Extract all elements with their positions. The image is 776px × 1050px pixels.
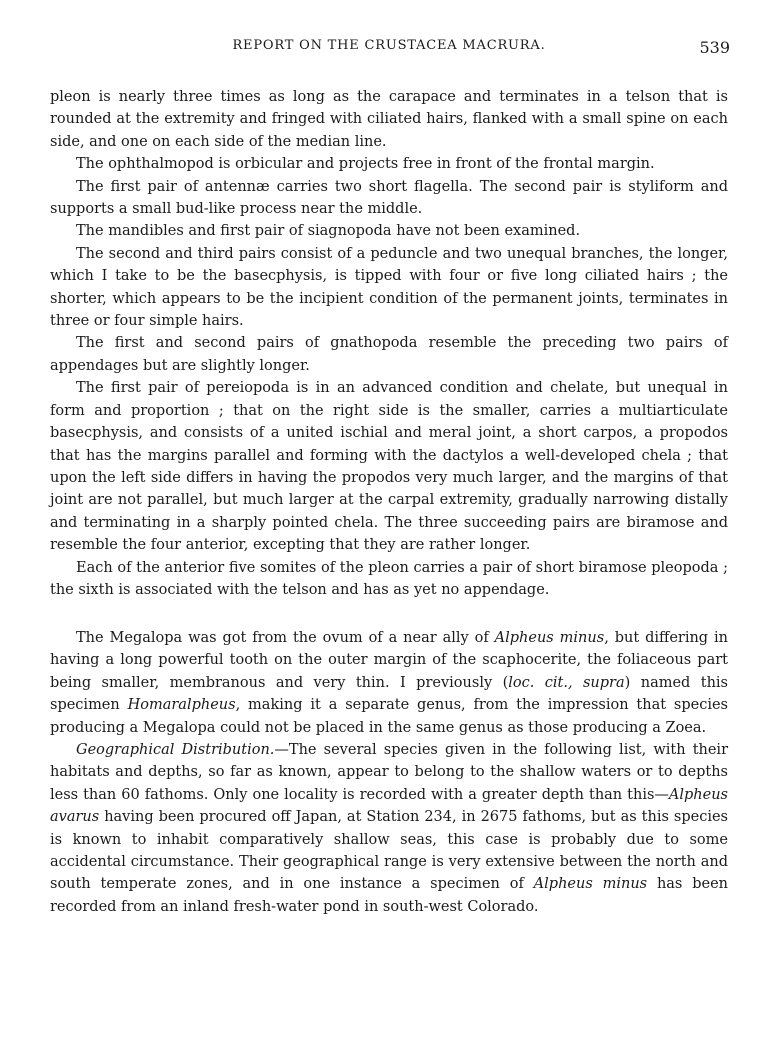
paragraph-ophthalmopod: The ophthalmopod is orbicular and projects free in front of the frontal margin. (76, 156, 655, 173)
paragraph-gnathopoda: The first and second pairs of gnathopoda resemble the preceding two pairs of appendages but are slightly longer. (50, 335, 728, 374)
species-name: Alpheus minus (533, 876, 648, 893)
paragraph-mandibles: The mandibles and first pair of siagnopoda have not been examined. (76, 223, 581, 240)
paragraph-antennae: The first pair of antennæ carries two short flagella. The second pair is styliform and supports a small bud-like process near the middle. (50, 178, 728, 218)
paragraph-megalopa: The Megalopa was got from the ovum of a near ally of Alpheus minus, but differing in having a long powerful tooth on the outer margin of the scaphocerite, the foliaceous part being smaller, membranous and very thin. I previously (loc. cit., supra) named this specimen Homaralpheus, making it a separate genus, from the impression that species producing a Megalopa could not be placed in the same genus as those producing a Zoea. (50, 630, 728, 736)
genus-name: Homaralpheus (127, 697, 236, 714)
section-heading-inline: Geographical Distribution. (76, 742, 275, 759)
body-text-section-1 (50, 86, 728, 601)
body-text-section-2 (50, 627, 728, 918)
page-number: 539 (699, 38, 730, 57)
paragraph-pleon-somites: Each of the anterior five somites of the pleon carries a pair of short biramose pleopoda ; the sixth is associated with the telson and has as yet no appendage. (50, 559, 728, 598)
citation: loc. cit., supra (508, 674, 625, 691)
running-title: REPORT ON THE CRUSTACEA MACRURA. (232, 38, 546, 53)
species-name: Alpheus minus (494, 630, 605, 646)
paragraph-continued: pleon is nearly three times as long as the carapace and terminates in a telson that is rounded at the extremity and fringed with ciliated hairs, flanked with a small spine on each side, and one on each side of the median line. (50, 89, 728, 150)
paragraph-geographical-distribution: Geographical Distribution.—The several species given in the following list, with their habitats and depths, so far as known, appear to belong to the shallow waters or to depths less than 60 fathoms. Only one locality is recorded with a greater depth than this—Alpheus avarus having been procured off Japan, at Station 234, in 2675 fathoms, but as this species is known to inhabit comparatively shallow seas, this case is probably due to some accidental circumstance. Their geographical range is very extensive between the north and south temperate zones, and in one instance a specimen of Alpheus minus has been recorded from an inland fresh-water pond in south-west Colorado. (50, 742, 729, 915)
paragraph-second-third-pairs: The second and third pairs consist of a peduncle and two unequal branches, the longer, which I take to be the basecphysis, is tipped with four or five long ciliated hairs ; the shorter, which appears to be the incipient condition of the permanent joints, terminates in three or four simple hairs. (50, 245, 728, 330)
species-name: Alpheus avarus (50, 786, 728, 826)
paragraph-pereiopoda: The first pair of pereiopoda is in an advanced condition and chelate, but unequal in form and proportion ; that on the right side is the smaller, carries a multiarticulate basecphysis, and consists of a united ischial and meral joint, a short carpos, a propodos that has the margins parallel and forming with the dactylos a well-developed chela ; that upon the left side differs in having the propodos very much larger, and the margins of that joint are not parallel, but much larger at the carpal extremity, gradually narrowing distally and terminating in a sharply pointed chela. The three succeeding pairs are biramose and resemble the four anterior, excepting that they are rather longer. (50, 380, 728, 554)
running-header (48, 38, 730, 62)
